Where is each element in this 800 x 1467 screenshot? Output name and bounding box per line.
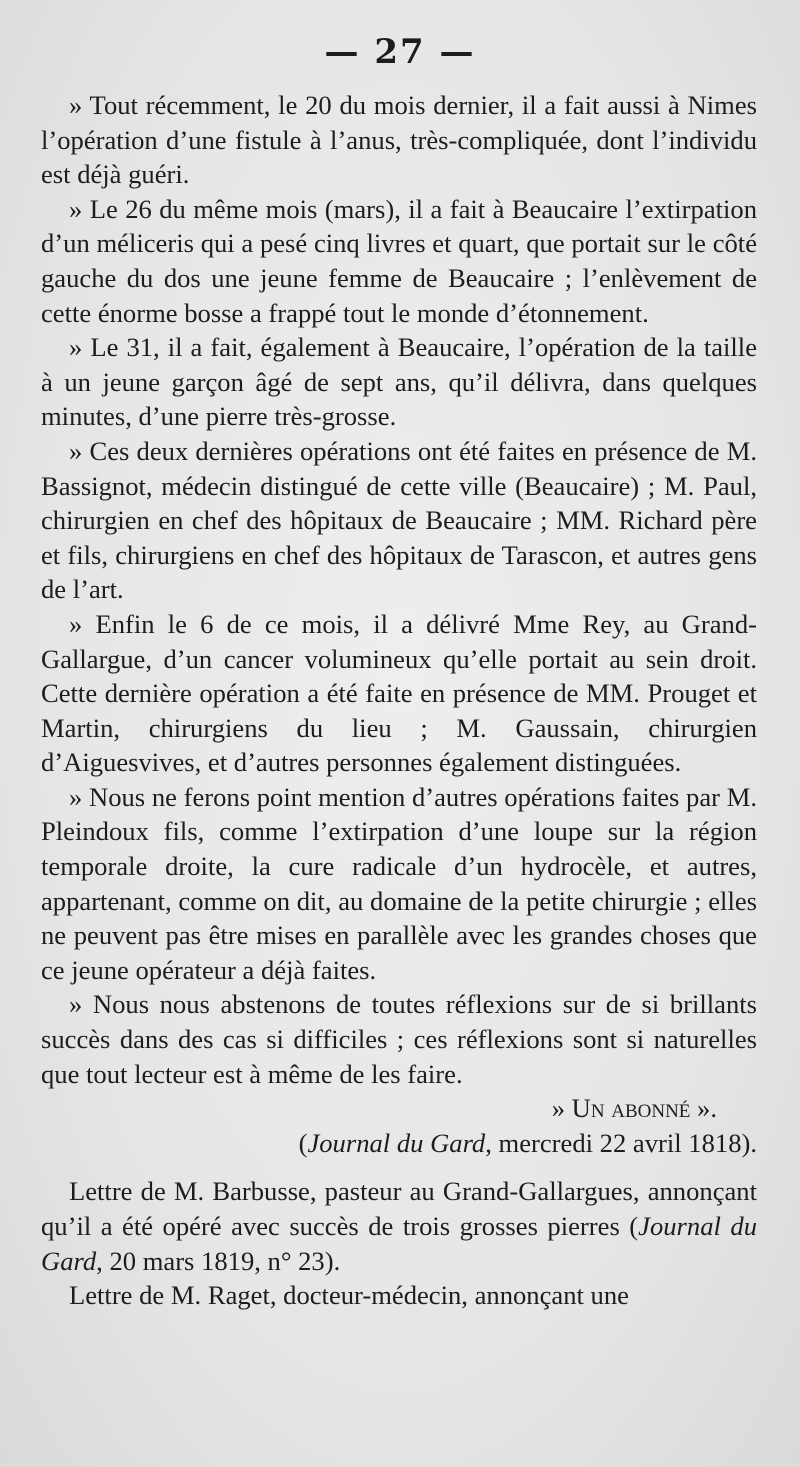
paragraph-autres-operations: » Nous ne ferons point mention d’autres opérations faites par M. Pleindoux fils, comme l’extirpation d’une loupe sur la région temporale droite, la cure radicale d’un hydrocèle, et autres, appartenant, comme on dit, au domaine de la petite chirurgie ; elles ne peuvent pas être mises en parallèle avec les grandes choses que ce jeune opérateur a déjà faites. [41,781,757,985]
signature: » Un abonné ». [551,1093,717,1124]
paragraph-meliceris: » Le 26 du même mois (mars), il a fait à Beaucaire l’extirpation d’un méliceris qui a pesé cinq livres et quart, que portait sur le côté gauche du dos une jeune femme de Beaucaire ; l’enlèvement de cette énorme bosse a frappé tout le monde d’étonnement. [41,193,757,328]
paragraph-lettre-raget: Lettre de M. Raget, docteur-médecin, annonçant une [69,1280,629,1311]
lettre-barbusse-date: , 20 mars 1819, n° 23). [96,1245,341,1276]
paragraph-temoins: » Ces deux dernières opérations ont été faites en présence de M. Bassignot, médecin distingué de cette ville (Beaucaire) ; M. Paul, chirurgien en chef des hôpitaux de Beaucaire ; MM. Richard père et fils, chirurgiens en chef des hôpitaux de Tarascon, et autres gens de l’art. [41,435,757,605]
lettre-barbusse-text: Lettre de M. Barbusse, pasteur au Grand-Gallargues, annonçant qu’il a été opéré avec succès de trois grosses pierres ( [41,1176,757,1241]
paragraph-taille: » Le 31, il a fait, également à Beaucaire, l’opération de la taille à un jeune garçon âgé de sept ans, qu’il délivra, dans quelques minutes, d’une pierre très-grosse. [41,332,757,432]
citation-date: , mercredi 22 avril 1818). [485,1127,757,1158]
paragraph-reflexions: » Nous nous abstenons de toutes réflexions sur de si brillants succès dans des cas si difficiles ; ces réflexions sont si naturelles que tout lecteur est à même de les faire. [41,989,757,1089]
paragraph-lettre-barbusse [41,1174,757,1278]
page-text [41,88,757,1313]
citation-journal: Journal du Gard [307,1127,486,1158]
citation-open: ( [298,1127,308,1158]
paragraph-cancer: » Enfin le 6 de ce mois, il a délivré Mme Rey, au Grand-Gallargue, d’un cancer volumineux qu’elle portait au sein droit. Cette dernière opération a été faite en présence de MM. Prouget et Martin, chirurgiens du lieu ; M. Gaussain, chirurgien d’Aiguesvives, et d’autres personnes également distinguées. [41,608,757,778]
citation [41,1126,757,1161]
paragraph-fistule: » Tout récemment, le 20 du mois dernier, il a fait aussi à Nimes l’opération d’une fistule à l’anus, très-compliquée, dont l’individu est déjà guéri. [41,90,757,190]
lettre-barbusse-journal: Journal du Gard [41,1211,757,1276]
page-number: — 27 — [324,32,476,72]
